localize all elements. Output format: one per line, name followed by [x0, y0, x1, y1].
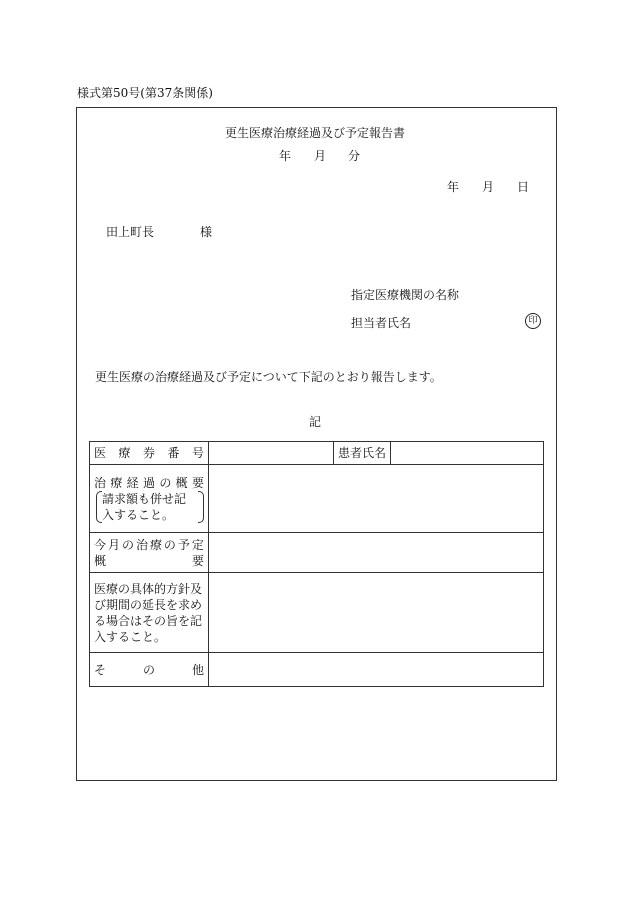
extension-request-field[interactable] — [209, 573, 544, 653]
patient-name-label: 患者氏名 — [334, 442, 391, 465]
treatment-summary-field[interactable] — [209, 465, 544, 533]
form-number: 様式第50号(第37条関係) — [77, 86, 213, 100]
institution-name-label: 指定医療機関の名称 — [351, 288, 460, 302]
addressee-honorific: 様 — [200, 225, 213, 239]
ki-heading: 記 — [308, 415, 321, 429]
date-day-label: 日 — [517, 180, 530, 194]
extension-request-label: 医療の具体的方針及 び期間の延長を求め る場合はその旨を記 入すること。 — [90, 573, 209, 653]
treatment-summary-note: 請求額も併せ記 入すること。 — [96, 491, 204, 523]
other-field[interactable] — [209, 653, 544, 687]
period-suffix-label: 分 — [348, 149, 361, 163]
monthly-plan-label: 今 月 の 治 療 の 予 定 概 要 — [90, 533, 209, 573]
table-row-extension — [90, 573, 544, 653]
table-row-treatment-summary — [90, 465, 544, 533]
patient-name-field[interactable] — [391, 442, 544, 465]
report-table — [89, 441, 544, 687]
addressee-name: 田上町長 — [106, 225, 155, 239]
treatment-summary-label: 治 療 経 過 の 概 要 請求額も併せ記 入すること。 — [90, 465, 209, 533]
date-month-label: 月 — [482, 180, 495, 194]
date-year-label: 年 — [447, 180, 460, 194]
period-month-label: 月 — [314, 149, 327, 163]
intro-text: 更生医療の治療経過及び予定について下記のとおり報告します。 — [95, 370, 442, 384]
table-row-plan — [90, 533, 544, 573]
document-title: 更生医療治療経過及び予定報告書 — [224, 126, 405, 140]
contact-person-label: 担当者氏名 — [351, 316, 412, 330]
monthly-plan-field[interactable] — [209, 533, 544, 573]
other-label: そ の 他 — [90, 653, 209, 687]
table-row-other — [90, 653, 544, 687]
medical-ticket-number-field[interactable] — [209, 442, 334, 465]
medical-ticket-number-label: 医 療 券 番 号 — [90, 442, 209, 465]
table-row-ticket — [90, 442, 544, 465]
period-year-label: 年 — [279, 149, 292, 163]
seal-mark: 印 — [525, 313, 541, 329]
